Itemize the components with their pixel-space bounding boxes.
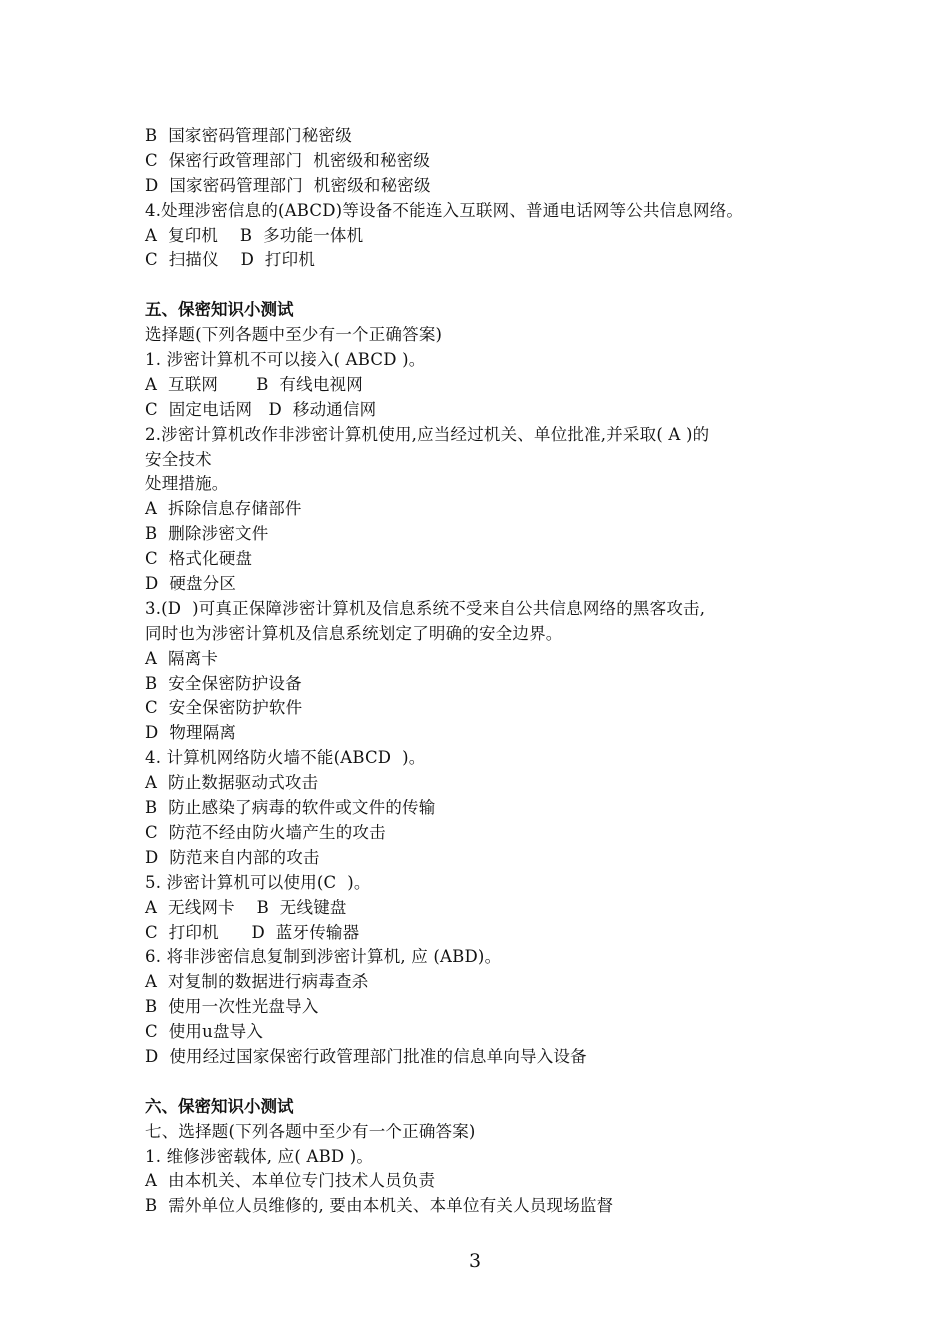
text-line: D 物理隔离 bbox=[145, 723, 237, 743]
text-line: A 复印机 B 多功能一体机 bbox=[145, 225, 364, 245]
text-line: 处理措施。 bbox=[145, 474, 229, 494]
section-five-questions bbox=[145, 323, 825, 1070]
text-line: D 硬盘分区 bbox=[145, 574, 237, 594]
spacer bbox=[145, 273, 825, 298]
text-line: 同时也为涉密计算机及信息系统划定了明确的安全边界。 bbox=[145, 623, 563, 643]
document-page bbox=[145, 124, 825, 1219]
text-line: C 固定电话网 D 移动通信网 bbox=[145, 399, 377, 419]
text-line: C 打印机 D 蓝牙传输器 bbox=[145, 922, 360, 942]
section-six-heading: 六、保密知识小测试 bbox=[145, 1096, 294, 1116]
text-line: A 对复制的数据进行病毒查杀 bbox=[145, 972, 369, 992]
text-line: 5. 涉密计算机可以使用(C )。 bbox=[145, 872, 371, 892]
text-line: D 使用经过国家保密行政管理部门批准的信息单向导入设备 bbox=[145, 1046, 587, 1066]
text-line: A 防止数据驱动式攻击 bbox=[145, 773, 319, 793]
text-line: 3.(D )可真正保障涉密计算机及信息系统不受来自公共信息网络的黑客攻击, bbox=[145, 598, 706, 618]
text-line: 4. 计算机网络防火墙不能(ABCD )。 bbox=[145, 748, 426, 768]
text-line: 七、选择题(下列各题中至少有一个正确答案) bbox=[145, 1121, 476, 1141]
text-line: 4.处理涉密信息的(ABCD)等设备不能连入互联网、普通电话网等公共信息网络。 bbox=[145, 200, 744, 220]
text-line: D 防范来自内部的攻击 bbox=[145, 847, 320, 867]
text-line: A 拆除信息存储部件 bbox=[145, 499, 302, 519]
text-line: D 国家密码管理部门 机密级和秘密级 bbox=[145, 175, 431, 195]
text-line: C 保密行政管理部门 机密级和秘密级 bbox=[145, 150, 431, 170]
text-line: 选择题(下列各题中至少有一个正确答案) bbox=[145, 325, 443, 345]
spacer bbox=[145, 1070, 825, 1095]
text-line: 安全技术 bbox=[145, 449, 212, 469]
text-line: B 删除涉密文件 bbox=[145, 524, 269, 544]
section-five-heading: 五、保密知识小测试 bbox=[145, 300, 294, 320]
text-line: B 安全保密防护设备 bbox=[145, 673, 302, 693]
text-line: C 防范不经由防火墙产生的攻击 bbox=[145, 822, 386, 842]
section-six-questions bbox=[145, 1120, 825, 1220]
text-line: 6. 将非涉密信息复制到涉密计算机, 应 (ABD)。 bbox=[145, 947, 502, 967]
text-line: 1. 维修涉密载体, 应( ABD )。 bbox=[145, 1146, 374, 1166]
text-line: C 使用u盘导入 bbox=[145, 1022, 264, 1042]
text-line: C 安全保密防护软件 bbox=[145, 698, 303, 718]
text-line: A 隔离卡 bbox=[145, 648, 219, 668]
page-number: 3 bbox=[468, 1250, 482, 1272]
text-line: A 由本机关、本单位专门技术人员负责 bbox=[145, 1171, 436, 1191]
text-line: 1. 涉密计算机不可以接入( ABCD )。 bbox=[145, 350, 426, 370]
continued-question-block bbox=[145, 124, 825, 273]
text-line: A 无线网卡 B 无线键盘 bbox=[145, 897, 347, 917]
text-line: B 防止感染了病毒的软件或文件的传输 bbox=[145, 798, 436, 818]
text-line: A 互联网 B 有线电视网 bbox=[145, 374, 363, 394]
text-line: C 扫描仪 D 打印机 bbox=[145, 250, 316, 270]
text-line: B 使用一次性光盘导入 bbox=[145, 997, 319, 1017]
text-line: B 需外单位人员维修的, 要由本机关、本单位有关人员现场监督 bbox=[145, 1196, 614, 1216]
text-line: 2.涉密计算机改作非涉密计算机使用,应当经过机关、单位批准,并采取( A )的 bbox=[145, 424, 710, 444]
text-line: C 格式化硬盘 bbox=[145, 549, 253, 569]
text-line: B 国家密码管理部门秘密级 bbox=[145, 126, 352, 145]
